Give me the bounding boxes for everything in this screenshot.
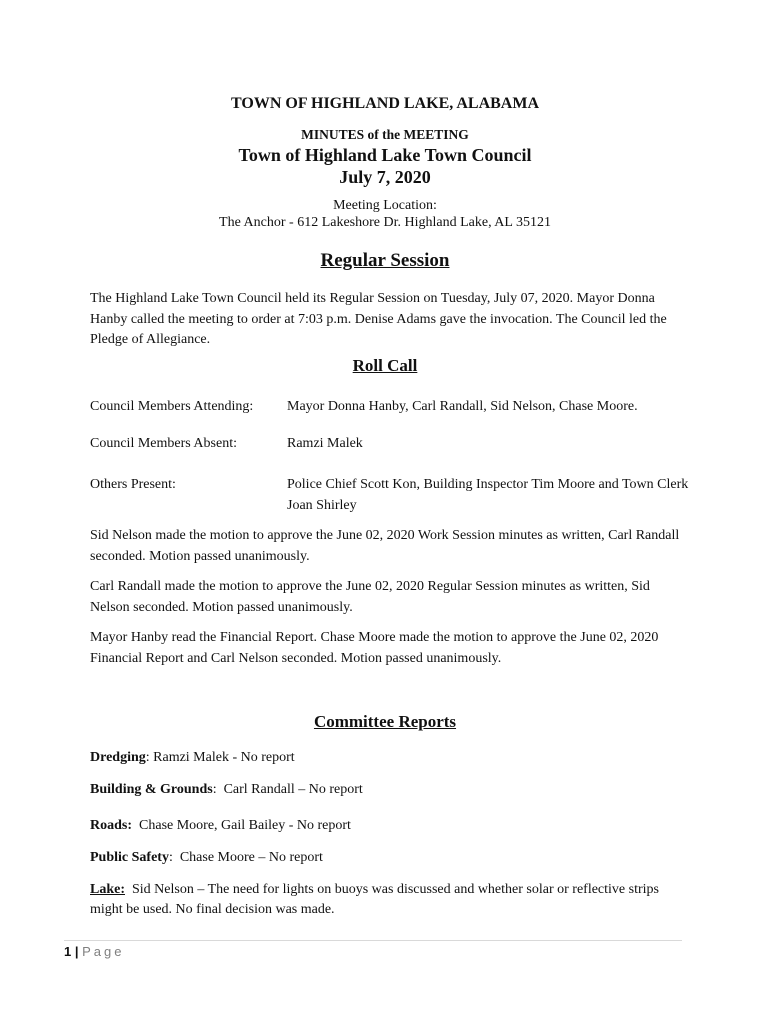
committee-report-item [90, 780, 700, 800]
committee-separator: : [145, 750, 154, 765]
page-number: 1 [64, 944, 72, 959]
council-title: Town of Highland Lake Town Council [238, 145, 532, 165]
committee-report-item [90, 880, 680, 920]
location-label: Meeting Location: [333, 198, 437, 213]
roll-call-value: Police Chief Scott Kon, Building Inspector Tim Moore and Town Clerk Joan Shirley [287, 477, 689, 513]
roll-call-value: Mayor Donna Hanby, Carl Randall, Sid Nelson, Chase Moore. [287, 399, 638, 414]
committee-name: Roads: [90, 818, 133, 833]
committee-reports-heading: Committee Reports [313, 712, 457, 731]
page-separator: | [71, 944, 83, 959]
committee-report-text: Carl Randall – No report [223, 782, 363, 797]
roll-call-label: Council Members Absent: [90, 436, 237, 451]
roll-call-value: Ramzi Malek [287, 436, 363, 451]
committee-report-text: Chase Moore, Gail Bailey - No report [139, 818, 351, 833]
committee-name: Lake: [90, 882, 125, 897]
page-footer [64, 944, 124, 959]
roll-call-label: Council Members Attending: [90, 399, 254, 414]
roll-call-label: Others Present: [90, 477, 176, 492]
motion-paragraph: Carl Randall made the motion to approve the June 02, 2020 Regular Session minutes as written, Sid Nelson seconded. Motion passed unanimously. [90, 579, 650, 615]
committee-report-item [90, 816, 700, 836]
regular-session-paragraph: The Highland Lake Town Council held its Regular Session on Tuesday, July 07, 2020. Mayor Donna Hanby called the meeting to order at 7:03 p.m. Denise Adams gave the invocation. The Council led the Pledge of Allegiance. [90, 291, 667, 347]
committee-name: Public Safety [90, 850, 169, 865]
motion-paragraph: Sid Nelson made the motion to approve the June 02, 2020 Work Session minutes as written, Carl Randall seconded. Motion passed unanimously. [90, 528, 680, 564]
committee-report-text: Sid Nelson – The need for lights on buoys was discussed and whether solar or reflective strips might be used. No final decision was made. [90, 882, 659, 917]
committee-separator: : [212, 782, 224, 797]
footer-divider [64, 940, 682, 941]
committee-name: Building & Grounds [90, 782, 213, 797]
page-word: Page [82, 944, 125, 959]
committee-separator [132, 818, 139, 833]
committee-report-text: Chase Moore – No report [179, 850, 323, 865]
roll-call-heading: Roll Call [352, 356, 418, 375]
motion-paragraph: Mayor Hanby read the Financial Report. Chase Moore made the motion to approve the June 02, 2020 Financial Report and Carl Nelson seconded. Motion passed unanimously. [90, 630, 659, 666]
meeting-location: The Anchor - 612 Lakeshore Dr. Highland Lake, AL 35121 [219, 215, 551, 230]
minutes-subtitle: MINUTES of the MEETING [301, 127, 469, 142]
committee-report-text: Ramzi Malek - No report [153, 750, 295, 765]
committee-report-item [90, 848, 700, 868]
meeting-date: July 7, 2020 [339, 167, 431, 187]
committee-report-item [90, 748, 700, 768]
regular-session-heading: Regular Session [320, 250, 450, 271]
committee-separator: : [168, 850, 180, 865]
town-title: TOWN OF HIGHLAND LAKE, ALABAMA [230, 95, 540, 112]
committee-name: Dredging [90, 750, 146, 765]
committee-separator [125, 882, 132, 897]
